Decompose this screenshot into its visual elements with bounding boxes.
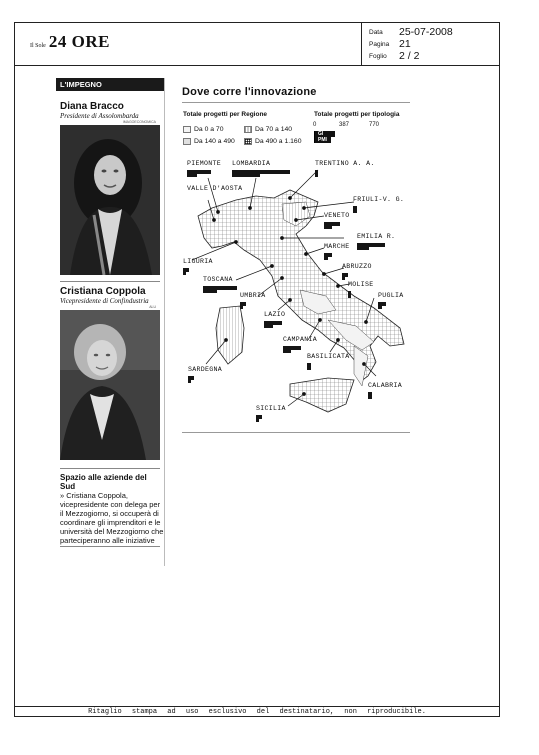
region-bar-pmi bbox=[256, 419, 259, 422]
separator bbox=[60, 468, 160, 469]
region-bar-pmi bbox=[183, 272, 186, 275]
region-bar-gi bbox=[307, 363, 311, 370]
region-bar-pmi bbox=[232, 174, 260, 177]
logo-small-text: Il Sole bbox=[30, 43, 46, 49]
legend-swatch bbox=[244, 126, 252, 133]
person1-photo bbox=[60, 125, 160, 275]
region-label: VALLE D'AOSTA bbox=[187, 185, 243, 192]
region-label: LIGURIA bbox=[183, 258, 213, 265]
region-bar-gi bbox=[368, 392, 372, 399]
region-bar-pmi bbox=[378, 306, 382, 309]
region-label: UMBRIA bbox=[240, 292, 266, 299]
type-label-gi: GI bbox=[318, 131, 324, 137]
map-bottom-rule bbox=[182, 432, 410, 433]
date-value: 25-07-2008 bbox=[399, 26, 453, 38]
legend-item bbox=[183, 126, 223, 133]
region-label: ABRUZZO bbox=[342, 263, 372, 270]
region-bar-pmi bbox=[240, 306, 243, 309]
region-label: VENETO bbox=[324, 212, 350, 219]
header-divider bbox=[361, 22, 362, 66]
sheet-value: 2 / 2 bbox=[399, 50, 420, 62]
region-bar-pmi bbox=[357, 247, 369, 250]
separator bbox=[60, 281, 160, 282]
footer-notice: Ritaglio stampa ad uso esclusivo del destinatario, non riproducibile. bbox=[88, 708, 426, 716]
region-bar-pmi bbox=[324, 257, 328, 260]
legend-item bbox=[244, 126, 292, 133]
region-label: SICILIA bbox=[256, 405, 286, 412]
legend-label: Da 70 a 140 bbox=[255, 126, 293, 133]
type-scale-tick: 387 bbox=[339, 122, 350, 128]
legend-title: Totale progetti per Regione bbox=[183, 111, 268, 118]
region-label: MARCHE bbox=[324, 243, 350, 250]
legend-label: Da 140 a 490 bbox=[194, 138, 235, 145]
type-scale-tick: 770 bbox=[369, 122, 380, 128]
region-label: FRIULI-V. G. bbox=[353, 196, 405, 203]
date-row bbox=[369, 26, 495, 38]
legend-swatch bbox=[183, 138, 191, 145]
region-label: CAMPANIA bbox=[283, 336, 318, 343]
legend-swatch bbox=[183, 126, 191, 133]
region-bar-pmi bbox=[203, 290, 217, 293]
legend-item bbox=[183, 138, 235, 145]
legend-label: Da 0 a 70 bbox=[194, 126, 224, 133]
region-bar-pmi bbox=[342, 277, 345, 280]
newspaper-logo bbox=[30, 32, 110, 52]
person1-credit: IMAGOECONOMICA bbox=[122, 120, 156, 124]
page-value: 21 bbox=[399, 38, 411, 50]
person2-photo-image bbox=[60, 310, 160, 460]
type-scale-tick: 0 bbox=[313, 122, 317, 128]
region-bar-gi bbox=[348, 291, 351, 298]
logo-big-text: 24 ORE bbox=[48, 32, 110, 51]
region-bar-pmi bbox=[264, 325, 273, 328]
type-label-pmi: PMI bbox=[318, 137, 327, 143]
region-bar-gi bbox=[353, 206, 357, 213]
map-title: Dove corre l'innovazione bbox=[182, 86, 317, 98]
page-row bbox=[369, 38, 495, 50]
region-bar-pmi bbox=[283, 350, 291, 353]
region-label: PUGLIA bbox=[378, 292, 404, 299]
date-label: Data bbox=[369, 28, 383, 36]
person2-credit: ALU bbox=[149, 305, 156, 309]
region-label: BASILICATA bbox=[307, 353, 350, 360]
region-label: LOMBARDIA bbox=[232, 160, 271, 167]
page-label: Pagina bbox=[369, 40, 390, 48]
legend-label: Da 490 a 1.160 bbox=[255, 138, 302, 145]
person2-photo bbox=[60, 310, 160, 460]
person2-role: Vicepresidente di Confindustria bbox=[60, 297, 149, 305]
person1-photo-image bbox=[60, 125, 160, 275]
region-label: LAZIO bbox=[264, 311, 286, 318]
legend-item bbox=[244, 138, 301, 145]
sheet-label: Foglio bbox=[369, 52, 387, 60]
map-title-rule bbox=[182, 102, 410, 103]
section-title: Spazio alle aziende del Sud bbox=[60, 473, 147, 491]
region-bar-pmi bbox=[188, 380, 191, 383]
clipping-metadata bbox=[369, 26, 495, 62]
region-label: SARDEGNA bbox=[188, 366, 223, 373]
region-bar-gi bbox=[315, 170, 318, 177]
sidebar-column bbox=[56, 78, 164, 547]
person2-name: Cristiana Coppola bbox=[60, 286, 146, 297]
person1-role: Presidente di Assolombarda bbox=[60, 112, 139, 120]
person1-name: Diana Bracco bbox=[60, 101, 124, 112]
type-title: Totale progetti per tipologia bbox=[314, 111, 400, 118]
section-tag: L'IMPEGNO bbox=[56, 78, 164, 91]
sheet-row bbox=[369, 50, 495, 62]
region-bar-pmi bbox=[324, 226, 332, 229]
region-label: PIEMONTE bbox=[187, 160, 222, 167]
legend-swatch bbox=[244, 138, 252, 145]
region-label: TOSCANA bbox=[203, 276, 233, 283]
region-bar-pmi bbox=[187, 174, 197, 177]
region-label: MOLISE bbox=[348, 281, 374, 288]
region-label: CALABRIA bbox=[368, 382, 403, 389]
body-text: » Cristiana Coppola, vicepresidente con delega per il Mezzogiorno, si occuperà di coordinare gli imprenditori e le università del Mezzogiorno che parteciperanno alle iniziative bbox=[60, 491, 164, 545]
region-label: EMILIA R. bbox=[357, 233, 396, 240]
column-end-rule bbox=[60, 546, 160, 547]
region-label: TRENTINO A. A. bbox=[315, 160, 375, 167]
column-rule bbox=[164, 78, 165, 566]
type-bar bbox=[314, 131, 395, 143]
